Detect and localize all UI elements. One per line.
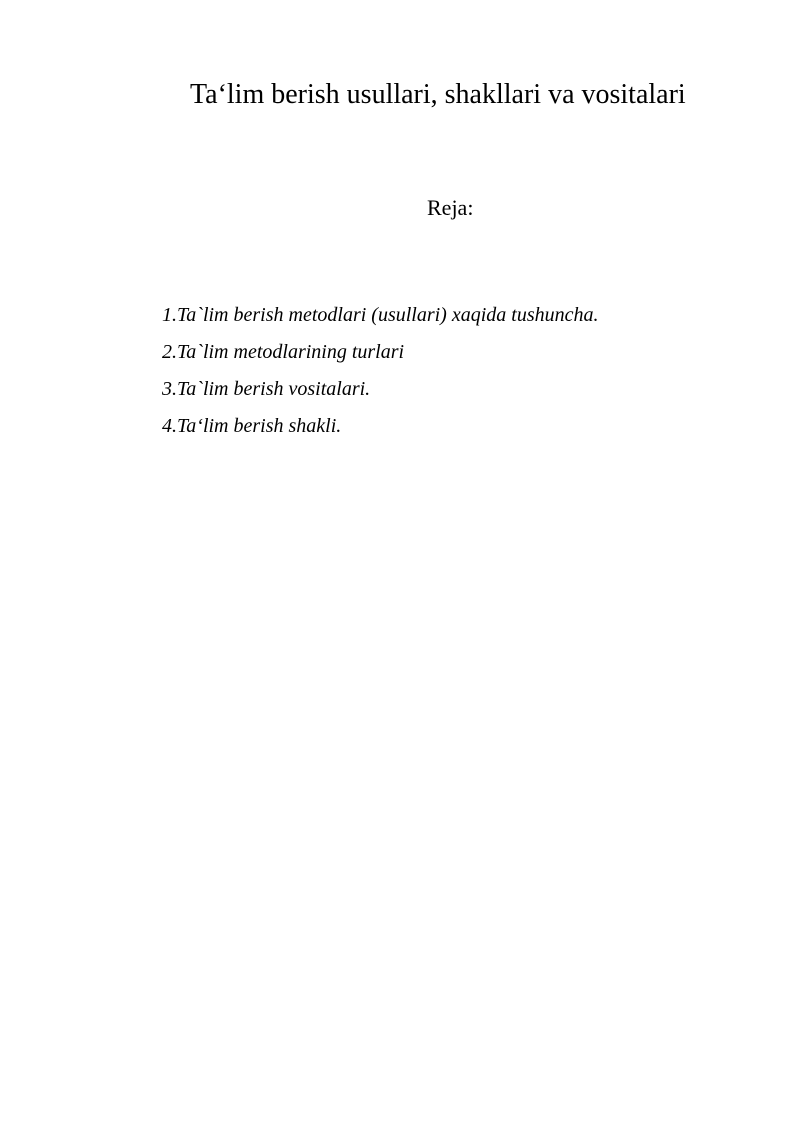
- plan-item: 2.Ta`lim metodlarining turlari: [162, 341, 405, 363]
- plan-list: [162, 297, 598, 445]
- plan-item: 3.Ta`lim berish vositalari.: [162, 378, 371, 400]
- plan-item: 4.Ta‘lim berish shakli.: [162, 415, 342, 437]
- plan-item: 1.Ta`lim berish metodlari (usullari) xaqida tushuncha.: [162, 304, 599, 326]
- document-title: Ta‘lim berish usullari, shakllari va vositalari: [190, 79, 686, 110]
- plan-heading: Reja:: [427, 195, 474, 220]
